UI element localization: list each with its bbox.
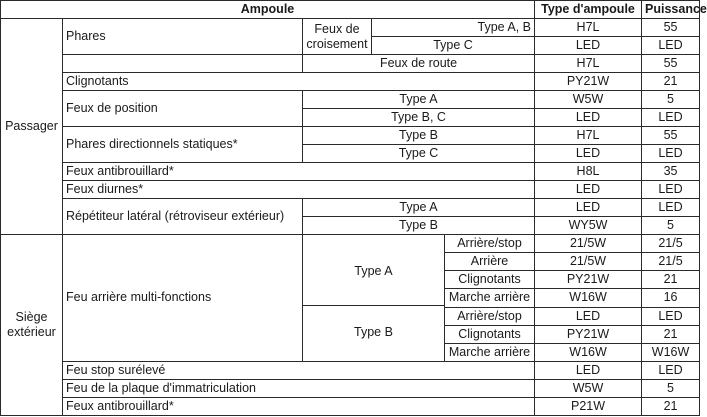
diurnes-type: LED bbox=[535, 181, 642, 199]
repetiteur-type-b: Type B bbox=[303, 217, 535, 235]
antibrouillard-label: Feux antibrouillard* bbox=[63, 163, 535, 181]
table-row bbox=[1, 397, 700, 415]
arriere-b0-type: LED bbox=[535, 307, 642, 325]
table-row bbox=[1, 163, 700, 181]
table-row bbox=[1, 73, 700, 91]
arriere-b2-func: Marche arrière bbox=[445, 343, 535, 361]
directionnels-label: Phares directionnels statiques* bbox=[63, 127, 303, 163]
directionnels-r2-type: LED bbox=[535, 145, 642, 163]
arriere-a2-type: PY21W bbox=[535, 271, 642, 289]
position-r1-power: 5 bbox=[642, 91, 700, 109]
arriere-a3-power: 16 bbox=[642, 289, 700, 307]
table-row bbox=[1, 55, 700, 73]
plaque-type: W5W bbox=[535, 379, 642, 397]
arriere-a3-func: Marche arrière bbox=[445, 289, 535, 307]
table-row bbox=[1, 361, 700, 379]
arriere-a1-power: 21/5 bbox=[642, 253, 700, 271]
arriere-a0-type: 21/5W bbox=[535, 235, 642, 253]
position-r1-type: W5W bbox=[535, 91, 642, 109]
arriere-b2-type: W16W bbox=[535, 343, 642, 361]
antibrouillard2-power: 21 bbox=[642, 397, 700, 415]
arriere-type-a: Type A bbox=[303, 237, 444, 306]
group-passager: Passager bbox=[1, 19, 63, 235]
antibrouillard2-type: P21W bbox=[535, 397, 642, 415]
clignotants-label: Clignotants bbox=[63, 73, 535, 91]
arriere-b1-type: PY21W bbox=[535, 325, 642, 343]
table-row bbox=[1, 199, 700, 217]
repetiteur-r2-type: WY5W bbox=[535, 217, 642, 235]
header-puissance: Puissance bbox=[642, 1, 700, 19]
arriere-b0-power: LED bbox=[642, 307, 700, 325]
stop-label: Feu stop surélevé bbox=[63, 361, 535, 379]
phares-label: Phares bbox=[63, 19, 303, 55]
arriere-a1-func: Arrière bbox=[445, 253, 535, 271]
phares-type-c: Type C bbox=[372, 37, 535, 55]
header-ampoule: Ampoule bbox=[1, 1, 535, 19]
plaque-power: 5 bbox=[642, 379, 700, 397]
repetiteur-r2-power: 5 bbox=[642, 217, 700, 235]
table-row bbox=[1, 127, 700, 145]
diurnes-power: LED bbox=[642, 181, 700, 199]
diurnes-label: Feux diurnes* bbox=[63, 181, 535, 199]
arriere-b0-func: Arrière/stop bbox=[445, 307, 535, 325]
phares-r2-type: LED bbox=[535, 37, 642, 55]
position-r2-power: LED bbox=[642, 109, 700, 127]
antibrouillard-power: 35 bbox=[642, 163, 700, 181]
position-label: Feux de position bbox=[63, 91, 303, 127]
arriere-a1-type: 21/5W bbox=[535, 253, 642, 271]
phares-empty-cell bbox=[63, 55, 303, 73]
phares-r1-type: H7L bbox=[535, 19, 642, 37]
repetiteur-label: Répétiteur latéral (rétroviseur extérieur) bbox=[63, 199, 303, 235]
clignotants-type: PY21W bbox=[535, 73, 642, 91]
clignotants-power: 21 bbox=[642, 73, 700, 91]
phares-r2-power: LED bbox=[642, 37, 700, 55]
arriere-a0-func: Arrière/stop bbox=[445, 235, 535, 253]
position-r2-type: LED bbox=[535, 109, 642, 127]
directionnels-r2-power: LED bbox=[642, 145, 700, 163]
header-type: Type d'ampoule bbox=[535, 1, 642, 19]
position-type-bc: Type B, C bbox=[303, 109, 535, 127]
arriere-type-cell bbox=[303, 235, 445, 361]
arriere-a0-power: 21/5 bbox=[642, 235, 700, 253]
repetiteur-type-a: Type A bbox=[303, 199, 535, 217]
table-row bbox=[1, 181, 700, 199]
phares-r3-type: H7L bbox=[535, 55, 642, 73]
arriere-a3-type: W16W bbox=[535, 289, 642, 307]
phares-r1-power: 55 bbox=[642, 19, 700, 37]
table-row bbox=[1, 91, 700, 109]
arriere-b1-func: Clignotants bbox=[445, 325, 535, 343]
stop-power: LED bbox=[642, 361, 700, 379]
phares-r3-power: 55 bbox=[642, 55, 700, 73]
stop-type: LED bbox=[535, 361, 642, 379]
arriere-a2-func: Clignotants bbox=[445, 271, 535, 289]
directionnels-type-c: Type C bbox=[303, 145, 535, 163]
antibrouillard-type: H8L bbox=[535, 163, 642, 181]
directionnels-r1-type: H7L bbox=[535, 127, 642, 145]
table-row bbox=[1, 379, 700, 397]
arriere-a2-power: 21 bbox=[642, 271, 700, 289]
feux-route-label: Feux de route bbox=[303, 55, 535, 73]
arriere-b2-power: W16W bbox=[642, 343, 700, 361]
directionnels-type-b: Type B bbox=[303, 127, 535, 145]
repetiteur-r1-power: LED bbox=[642, 199, 700, 217]
directionnels-r1-power: 55 bbox=[642, 127, 700, 145]
header-row bbox=[1, 1, 700, 19]
table-row bbox=[1, 19, 700, 37]
arriere-b1-power: 21 bbox=[642, 325, 700, 343]
arriere-type-b: Type B bbox=[354, 325, 393, 340]
table-row bbox=[1, 235, 700, 253]
phares-type-ab: Type A, B bbox=[372, 19, 535, 37]
feux-croisement-label: Feux de croisement bbox=[303, 19, 372, 55]
position-type-a: Type A bbox=[303, 91, 535, 109]
antibrouillard2-label: Feux antibrouillard* bbox=[63, 397, 535, 415]
plaque-label: Feu de la plaque d'immatriculation bbox=[63, 379, 535, 397]
arriere-label: Feu arrière multi-fonctions bbox=[63, 235, 303, 361]
group-siege-exterieur: Siège extérieur bbox=[1, 235, 63, 416]
repetiteur-r1-type: LED bbox=[535, 199, 642, 217]
